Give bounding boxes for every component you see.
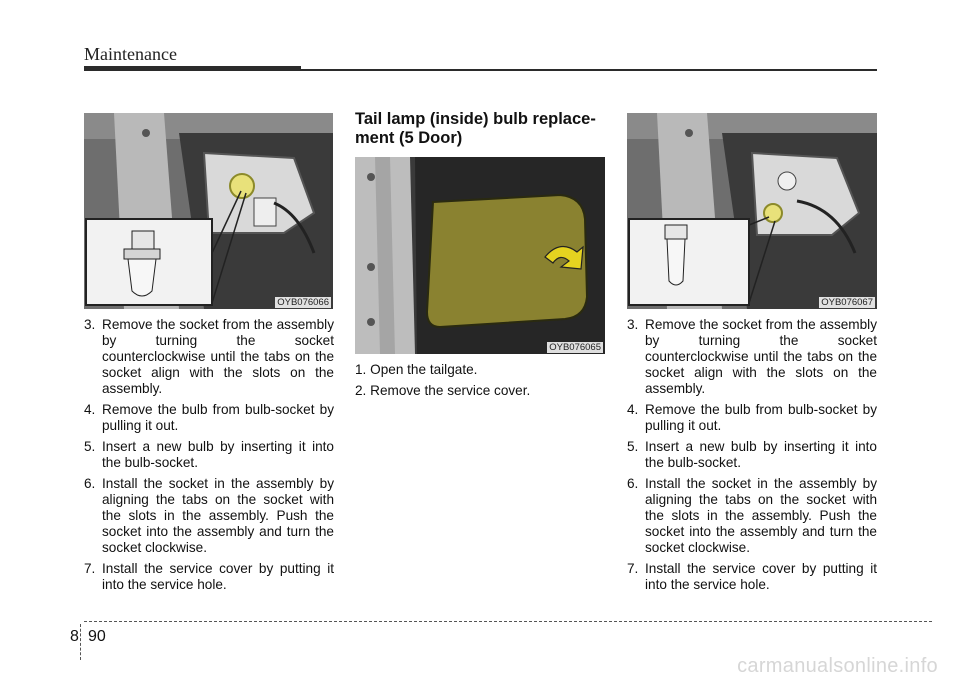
chapter-number: 8 [70, 628, 79, 645]
list-item [355, 362, 605, 378]
service-cover [427, 195, 587, 327]
step-text: Remove the bulb from bulb-socket by pulling it out. [102, 402, 334, 433]
list-item [627, 476, 877, 556]
step-number: 2. [355, 383, 367, 398]
bulb-highlight-icon [230, 174, 254, 198]
right-steps-list [627, 317, 877, 598]
list-item [627, 561, 877, 593]
step-number: 4. [627, 402, 639, 417]
footer-divider [80, 624, 81, 660]
list-item [84, 317, 334, 397]
page-number: 90 [88, 628, 106, 645]
step-text: Insert a new bulb by inserting it into the bulb-socket. [102, 439, 334, 470]
section-heading: Tail lamp (inside) bulb replace-ment (5 Door) [355, 110, 596, 147]
figure-left [84, 113, 333, 309]
step-text: Remove the service cover. [370, 383, 531, 398]
step-text: Install the service cover by putting it into the service hole. [102, 561, 334, 592]
step-number: 3. [84, 317, 96, 332]
step-number: 7. [84, 561, 96, 576]
step-number: 6. [627, 476, 639, 491]
list-item [627, 439, 877, 471]
step-text: Insert a new bulb by inserting it into the bulb-socket. [645, 439, 877, 470]
middle-steps-list [355, 362, 605, 404]
header-rule-thick [84, 66, 301, 71]
step-text: Install the socket in the assembly by aligning the tabs on the socket with the slots in the assembly. Push the socket into the assembly and turn the socket clockwise. [102, 476, 334, 555]
step-text: Install the service cover by putting it into the service hole. [645, 561, 877, 592]
list-item [84, 439, 334, 471]
figure-code-right: OYB076067 [821, 297, 873, 308]
step-number: 7. [627, 561, 639, 576]
left-steps-list [84, 317, 334, 598]
step-number: 5. [627, 439, 639, 454]
list-item [84, 561, 334, 593]
step-number: 4. [84, 402, 96, 417]
socket-highlight-icon [764, 204, 782, 222]
step-number: 6. [84, 476, 96, 491]
step-number: 3. [627, 317, 639, 332]
list-item [627, 402, 877, 434]
footer-rule [84, 621, 932, 622]
middle-illustration [355, 157, 605, 354]
step-text: Remove the socket from the assembly by turning the socket counterclockwise until the tabs on the socket align with the slots on the assembly. [645, 317, 877, 396]
watermark: carmanualsonline.info [737, 655, 938, 677]
figure-code-left: OYB076066 [277, 297, 329, 308]
list-item [84, 476, 334, 556]
step-text: Open the tailgate. [370, 362, 478, 377]
step-text: Remove the socket from the assembly by turning the socket counterclockwise until the tabs on the socket align with the slots on the assembly. [102, 317, 334, 396]
figure-right [627, 113, 877, 309]
right-illustration [627, 113, 877, 309]
figure-middle [355, 157, 605, 354]
list-item [84, 402, 334, 434]
left-illustration [84, 113, 333, 309]
list-item [627, 317, 877, 397]
list-item [355, 383, 605, 399]
step-number: 1. [355, 362, 367, 377]
section-title: Maintenance [84, 44, 177, 64]
step-text: Install the socket in the assembly by aligning the tabs on the socket with the slots in the assembly. Push the socket into the assembly and turn the socket clockwise. [645, 476, 877, 555]
header-rule-thin [301, 69, 877, 71]
figure-code-middle: OYB076065 [549, 342, 601, 353]
step-number: 5. [84, 439, 96, 454]
step-text: Remove the bulb from bulb-socket by pulling it out. [645, 402, 877, 433]
